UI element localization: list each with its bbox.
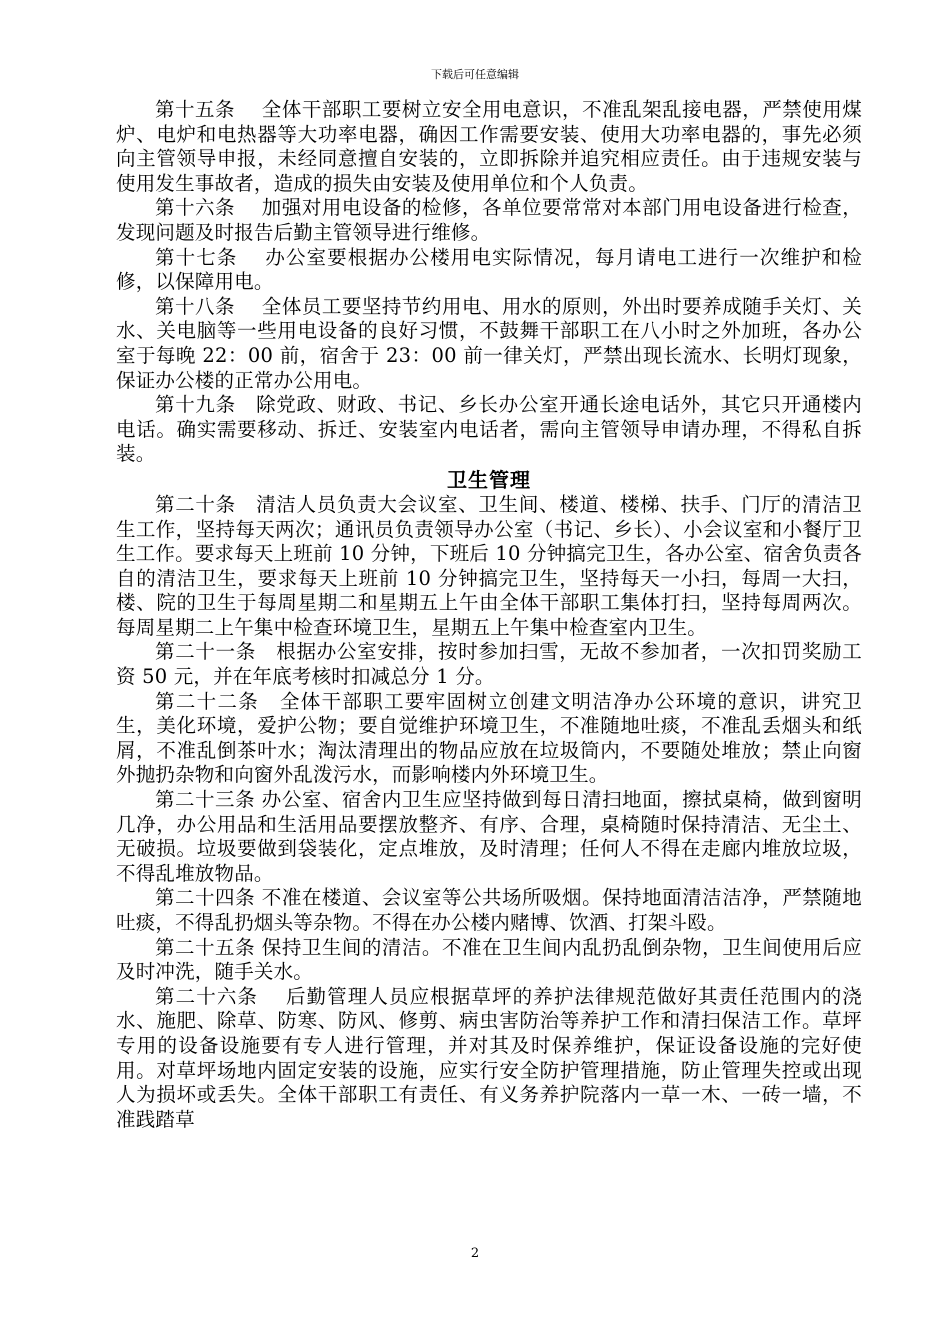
page-header-note: 下载后可任意编辑 [431,68,519,81]
article-22-paragraph: 第二十二条 全体干部职工要牢固树立创建文明洁净办公环境的意识，讲究卫生，美化环境，爱护公物；要自觉维护环境卫生，不准随地吐痰，不准乱丢烟头和纸屑，不准乱倒茶叶水；淘汰清理出的物品应放在垃圾筒内，不要随处堆放；禁止向窗外抛扔杂物和向窗外乱泼污水，而影响楼内外环境卫生。 [116,689,862,787]
article-18-paragraph: 第十八条 全体员工要坚持节约用电、用水的原则，外出时要养成随手关灯、关水、关电脑等一些用电设备的良好习惯，不鼓舞干部职工在八小时之外加班，各办公室于每晚 22：00 前，宿舍于 23：00 前一律关灯，严禁出现长流水、长明灯现象，保证办公楼的正常办公用电。 [116,294,862,392]
article-23-paragraph: 第二十三条 办公室、宿舍内卫生应坚持做到每日清扫地面，擦拭桌椅，做到窗明几净，办公用品和生活用品要摆放整齐、有序、合理，桌椅随时保持清洁、无尘土、无破损。垃圾要做到袋装化，定点堆放，及时清理；任何人不得在走廊内堆放垃圾，不得乱堆放物品。 [116,788,862,885]
article-17-paragraph: 第十七条 办公室要根据办公楼用电实际情况，每月请电工进行一次维护和检修，以保障用电。 [116,245,862,294]
section-title-hygiene: 卫生管理 [447,467,531,492]
article-19-paragraph: 第十九条 除党政、财政、书记、乡长办公室开通长途电话外，其它只开通楼内电话。确实需要移动、拆迁、安装室内电话者，需向主管领导申请办理，不得私自拆装。 [116,393,862,466]
article-24-paragraph: 第二十四条 不准在楼道、会议室等公共场所吸烟。保持地面清洁洁净，严禁随地吐痰，不得乱扔烟头等杂物。不得在办公楼内赌博、饮酒、打架斗殴。 [116,886,862,934]
article-25-paragraph: 第二十五条 保持卫生间的清洁。不准在卫生间内乱扔乱倒杂物，卫生间使用后应及时冲洗，随手关水。 [116,935,862,984]
article-16-paragraph: 第十六条 加强对用电设备的检修，各单位要常常对本部门用电设备进行检查，发现问题及时报告后勤主管领导进行维修。 [116,196,862,244]
article-20-paragraph: 第二十条 清洁人员负责大会议室、卫生间、楼道、楼梯、扶手、门厅的清洁卫生工作，坚持每天两次；通讯员负责领导办公室（书记、乡长）、小会议室和小餐厅卫生工作。要求每天上班前 10 分钟，下班后 10 分钟搞完卫生，各办公室、宿舍负责各自的清洁卫生，要求每天上班前 10 分钟搞完卫生，坚持每天一小扫，每周一大扫，楼、院的卫生于每周星期二和星期五上午由全体干部职工集体打扫，坚持每周两次。每周星期二上午集中检查环境卫生，星期五上午集中检查室内卫生。 [116,492,862,639]
document-body [116,98,862,1132]
article-21-paragraph: 第二十一条 根据办公室安排，按时参加扫雪，无故不参加者，一次扣罚奖励工资 50 元，并在年底考核时扣减总分 1 分。 [116,640,862,689]
article-15-paragraph: 第十五条 全体干部职工要树立安全用电意识，不准乱架乱接电器，严禁使用煤炉、电炉和电热器等大功率电器，确因工作需要安装、使用大功率电器的，事先必须向主管领导申报，未经同意擅自安装的，立即拆除并追究相应责任。由于违规安装与使用发生事故者，造成的损失由安装及使用单位和个人负责。 [116,98,862,195]
page-number: 2 [470,1246,480,1261]
article-26-paragraph: 第二十六条 后勤管理人员应根据草坪的养护法律规范做好其责任范围内的浇水、施肥、除草、防寒、防风、修剪、病虫害防治等养护工作和清扫保洁工作。草坪专用的设备设施要有专人进行管理，并对其及时保养维护，保证设备设施的完好使用。对草坪场地内固定安装的设施，应实行安全防护管理措施，防止管理失控或出现人为损坏或丢失。全体干部职工有责任、有义务养护院落内一草一木、一砖一墙，不准践踏草 [116,984,862,1131]
